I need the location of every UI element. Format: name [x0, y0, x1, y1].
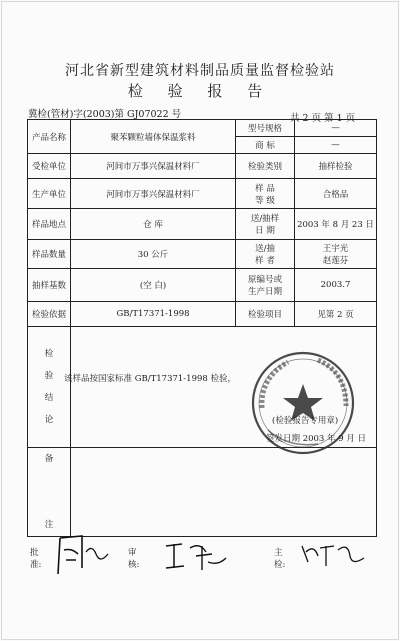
- product-name-value: 聚苯颗粒墙体保温浆料: [71, 120, 236, 154]
- sampler-label-line2: 样 者: [255, 256, 275, 266]
- row-label-product: 产品名称: [28, 120, 71, 154]
- row-label-manufacturer: 生产单位: [28, 179, 71, 209]
- production-date-label-line1: 原编号或: [247, 275, 282, 285]
- inspection-items-label: 检验项目: [236, 302, 295, 327]
- institution-name: 河北省新型建筑材料制品质量监督检验站: [65, 63, 335, 79]
- conclusion-label: [28, 327, 71, 448]
- sampler-label: [236, 240, 295, 269]
- stamp-organization: (检验报告专用章): [272, 416, 339, 426]
- main-inspector-label: 主检:: [274, 548, 286, 570]
- page-info: 共 2 页 第 1 页: [290, 113, 356, 124]
- sample-grade-label-line1: 样 品: [255, 183, 275, 194]
- sample-grade-value: 合格品: [295, 179, 377, 209]
- sampler-label-line1: 送/抽: [255, 244, 275, 254]
- sampling-date-label-line2: 日 期: [255, 226, 275, 236]
- production-date-value: 2003.7: [295, 269, 377, 302]
- row-label-sampling-base: 抽样基数: [28, 269, 71, 302]
- inspection-type-value: 抽样检验: [295, 154, 377, 179]
- table-row: [28, 209, 377, 240]
- remarks-label: [28, 448, 71, 537]
- sampling-date-value: 2003 年 8 月 23 日: [295, 209, 377, 240]
- conclusion-label-char: 论: [44, 415, 54, 425]
- main-inspector-signature: [298, 538, 368, 570]
- inspection-type-label: 检验类别: [236, 154, 295, 179]
- table-row: [28, 154, 377, 179]
- sample-grade-label-line2: 等 级: [255, 195, 275, 206]
- reviewer-signature: [162, 536, 232, 576]
- table-row: [28, 448, 377, 537]
- table-row: [28, 240, 377, 269]
- table-row: [28, 120, 377, 137]
- sampler-value: [295, 240, 377, 269]
- issue-date: 签发日期 2003 年 9 月 日: [266, 434, 367, 444]
- conclusion-label-char: 结: [44, 393, 54, 403]
- approver-signature: [52, 530, 112, 580]
- conclusion-label-char: 检: [44, 349, 54, 359]
- inspected-unit-value: 河间市万事兴保温材料厂: [71, 154, 236, 179]
- remarks-cell: [71, 448, 377, 537]
- sample-quantity-value: 30 公斤: [71, 240, 236, 269]
- model-spec-value: —: [295, 120, 377, 137]
- sampling-date-label: [236, 209, 295, 240]
- sample-location-value: 仓 库: [71, 209, 236, 240]
- remarks-label-char: 注: [44, 520, 54, 530]
- sampling-date-label-line1: 送/抽样: [250, 214, 280, 224]
- trademark-value: —: [295, 137, 377, 154]
- report-title: 检 验 报 告: [127, 82, 273, 100]
- manufacturer-value: 河间市万事兴保温材料厂: [71, 179, 236, 209]
- sampling-base-value: (空 白): [71, 269, 236, 302]
- production-date-label-line2: 生产日期: [247, 287, 282, 297]
- sampler-name-1: 王宇光: [322, 244, 349, 254]
- review-label: 审核:: [128, 548, 140, 570]
- inspection-basis-value: GB/T17371-1998: [71, 302, 236, 327]
- document-number: 冀检(管材)字(2003)第 GJ07022 号: [28, 109, 182, 120]
- sample-grade-label: [236, 179, 295, 209]
- row-label-sample-location: 样品地点: [28, 209, 71, 240]
- inspection-items-value: 见第 2 页: [295, 302, 377, 327]
- model-spec-label: 型号规格: [236, 120, 295, 137]
- approve-label: 批准:: [30, 548, 42, 570]
- table-row: [28, 269, 377, 302]
- production-date-label: [236, 269, 295, 302]
- remarks-label-char: 备: [44, 454, 54, 464]
- sampler-name-2: 赵莲芬: [322, 256, 349, 266]
- table-row: [28, 302, 377, 327]
- trademark-label: 商 标: [236, 137, 295, 154]
- row-label-inspected-unit: 受检单位: [28, 154, 71, 179]
- table-row: [28, 179, 377, 209]
- conclusion-text: 该样品按国家标准 GB/T17371-1998 检验，: [64, 374, 237, 384]
- row-label-inspection-basis: 检验依据: [28, 302, 71, 327]
- report-table: [27, 119, 377, 537]
- row-label-sample-quantity: 样品数量: [28, 240, 71, 269]
- conclusion-label-char: 验: [44, 371, 54, 381]
